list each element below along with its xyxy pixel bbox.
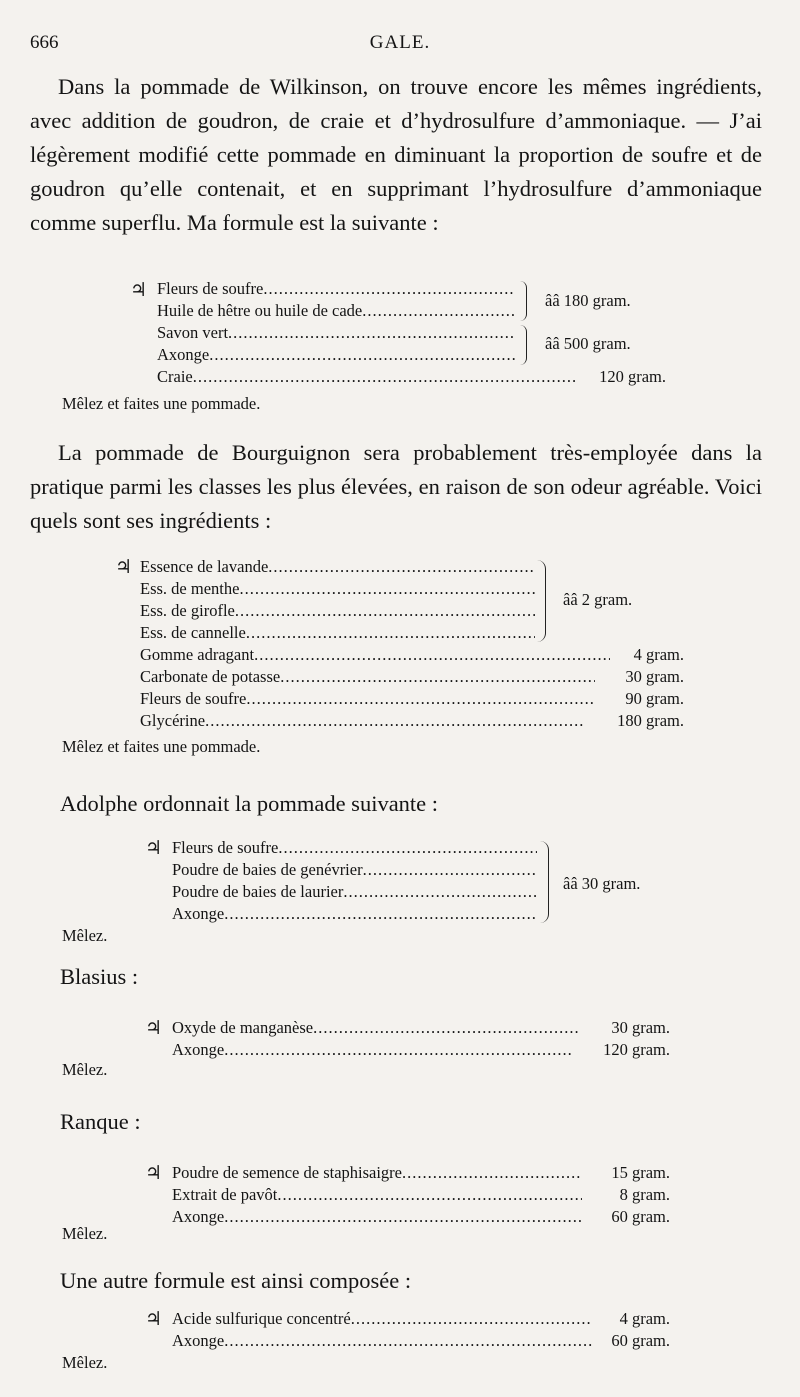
dose-value: 4 gram.	[633, 645, 684, 664]
dose-value: 8 gram.	[619, 1185, 670, 1204]
instruction: Mêlez et faites une pommade.	[62, 394, 261, 413]
dose-value: 90 gram.	[625, 689, 684, 708]
paragraph-bourguignon: La pommade de Bourguignon sera probablement très-employée dans la pratique parmi les classes les plus élevées, en raison de son odeur agréable. Voici quels sont ses ingrédients :	[30, 440, 762, 533]
recipe-line: Huile de hêtre ou huile de cade .....	[157, 300, 515, 322]
brace-icon	[520, 325, 527, 365]
recipe-line: Fleurs de soufre .....	[157, 278, 515, 300]
paragraph-autre-formule: Une autre formule est ainsi composée :	[60, 1268, 412, 1293]
recipe-line: Poudre de semence de staphisaigre .....	[172, 1162, 582, 1184]
brace-icon	[540, 841, 549, 923]
dose-value: 120 gram.	[603, 1040, 670, 1059]
recipe-line: Axonge .....	[172, 1330, 592, 1352]
dose-value: 180 gram.	[617, 711, 684, 730]
recipe-line: Axonge .....	[172, 903, 537, 925]
brace-icon	[537, 560, 546, 642]
recipe-line: Fleurs de soufre .....	[172, 837, 537, 859]
dose-value: ââ 500 gram.	[545, 334, 631, 353]
recipe-line: Extrait de pavôt .....	[172, 1184, 582, 1206]
paragraph-wilkinson: Dans la pommade de Wilkinson, on trouve encore les mêmes ingrédients, avec addition de goudron, de craie et d’hydrosulfure d’ammoniaque. — J’ai légèrement modifié cette pommade en diminuant la proportion de soufre et de goudron qu’elle contenait, et en supprimant l’hydrosulfure d’ammoniaque comme superflu. Ma formule est la suivante :	[30, 74, 762, 235]
recipe-line: Essence de lavande .....	[140, 556, 535, 578]
instruction: Mêlez.	[62, 926, 108, 945]
running-title: GALE.	[369, 32, 431, 53]
recipe-line: Fleurs de soufre .....	[140, 688, 595, 710]
paragraph-adolphe: Adolphe ordonnait la pommade suivante :	[60, 791, 439, 816]
paragraph-blasius: Blasius :	[60, 964, 139, 989]
brace-icon	[520, 281, 527, 321]
recipe-line: Carbonate de potasse .....	[140, 666, 595, 688]
recipe-line: Acide sulfurique concentré .....	[172, 1308, 592, 1330]
recipe-line: Savon vert .....	[157, 322, 515, 344]
recipe-line: Ess. de cannelle .....	[140, 622, 535, 644]
instruction: Mêlez.	[62, 1224, 108, 1243]
recipe-symbol: ♃	[115, 557, 133, 578]
dose-value: 15 gram.	[611, 1163, 670, 1182]
recipe-symbol: ♃	[145, 1018, 163, 1039]
recipe-line: Gomme adragant .....	[140, 644, 610, 666]
dose-value: ââ 30 gram.	[563, 874, 641, 893]
dose-value: 120 gram.	[599, 367, 666, 386]
dose-value: 30 gram.	[611, 1018, 670, 1037]
dose-value: ââ 2 gram.	[563, 590, 633, 609]
recipe-line: Poudre de baies de genévrier .....	[172, 859, 537, 881]
dose-value: 60 gram.	[611, 1207, 670, 1226]
instruction: Mêlez.	[62, 1060, 108, 1079]
page-header	[30, 32, 770, 56]
recipe-line: Axonge .....	[172, 1039, 572, 1061]
paragraph-ranque: Ranque :	[60, 1109, 141, 1134]
recipe-symbol: ♃	[145, 838, 163, 859]
instruction: Mêlez.	[62, 1353, 108, 1372]
recipe-symbol: ♃	[145, 1163, 163, 1184]
dose-value: 30 gram.	[625, 667, 684, 686]
recipe-line: Oxyde de manganèse .....	[172, 1017, 580, 1039]
recipe-line: Craie .....	[157, 366, 577, 388]
dose-value: 60 gram.	[611, 1331, 670, 1350]
recipe-line: Glycérine .....	[140, 710, 585, 732]
recipe-line: Ess. de menthe .....	[140, 578, 535, 600]
dose-value: ââ 180 gram.	[545, 291, 631, 310]
page-number: 666	[30, 32, 59, 53]
instruction: Mêlez et faites une pommade.	[62, 737, 261, 756]
recipe-symbol: ♃	[130, 280, 148, 301]
recipe-line: Poudre de baies de laurier .....	[172, 881, 537, 903]
recipe-symbol: ♃	[145, 1309, 163, 1330]
recipe-line: Ess. de girofle .....	[140, 600, 535, 622]
recipe-line: Axonge .....	[172, 1206, 582, 1228]
recipe-line: Axonge .....	[157, 344, 515, 366]
dose-value: 4 gram.	[619, 1309, 670, 1328]
